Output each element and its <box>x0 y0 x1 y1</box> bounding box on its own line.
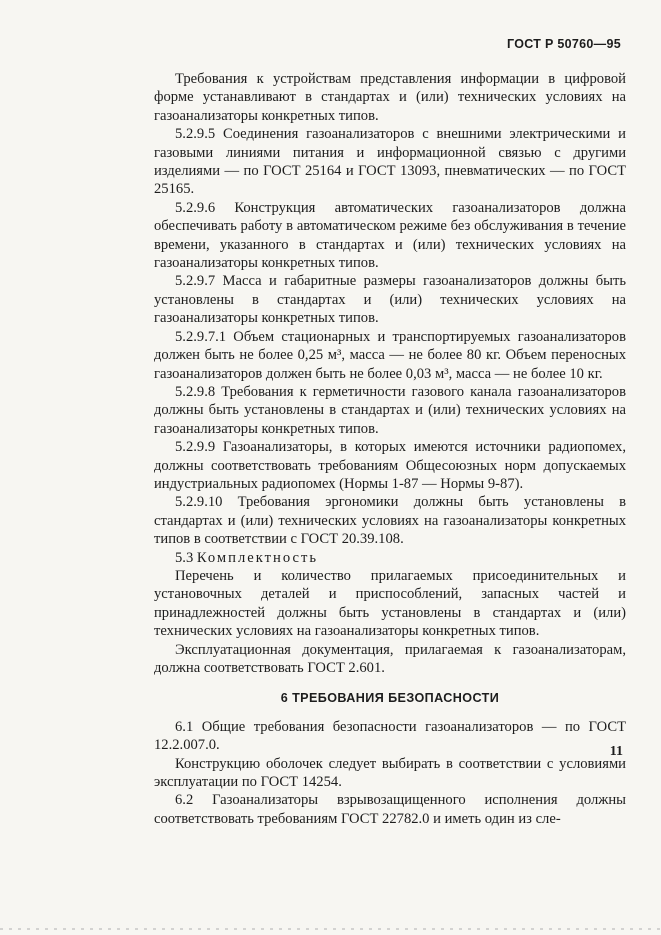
paragraph: 6.1 Общие требования безопасности газоанализаторов — по ГОСТ 12.2.007.0. <box>154 718 626 754</box>
page-header: ГОСТ Р 50760—95 <box>507 37 621 51</box>
paragraph: 5.2.9.5 Соединения газоанализаторов с внешними электрическими и газовыми линиями питания и информационной связью с другими изделиями — по ГОСТ 25164 и ГОСТ 13093, пневматических — по ГОСТ 25165. <box>154 126 626 198</box>
paragraph: 5.2.9.10 Требования эргономики должны быть установлены в стандартах и (или) технических условиях на газоанализаторы конкретных типов в соответствии с ГОСТ 20.39.108. <box>154 494 626 548</box>
paragraph: 5.2.9.6 Конструкция автоматических газоанализаторов должна обеспечивать работу в автоматическом режиме без обслуживания в течение времени, указанного в стандартах и (или) технических условиях на газоанализаторы конкретных типов. <box>154 199 626 272</box>
paragraph: Требования к устройствам представления информации в цифровой форме устанавливают в стандартах и (или) технических условиях на газоанализаторы конкретных типов. <box>154 71 626 124</box>
paragraph: 5.2.9.7.1 Объем стационарных и транспортируемых газоанализаторов должен быть не более 0,25 м³, масса — не более 80 кг. Объем переносных газоанализаторов должен быть не более 0,03 м³, масса — не более 10 кг. <box>154 328 626 382</box>
page-number: 11 <box>609 744 623 759</box>
paragraph: Перечень и количество прилагаемых присоединительных и установочных деталей и приспособлений, запасных частей и принадлежностей должны быть установлены в стандартах и (или) технических условиях на газоанализаторы конкретных типов. <box>154 567 626 640</box>
paragraph: 5.2.9.8 Требования к герметичности газового канала газоанализаторов должны быть установлены в стандартах и (или) технических условиях на газоанализаторы конкретных типов. <box>154 383 626 437</box>
paragraph: Эксплуатационная документация, прилагаемая к газоанализаторам, должна соответствовать ГОСТ 2.601. <box>154 641 626 676</box>
subsection-title: Комплектность <box>196 549 318 566</box>
document-body <box>154 70 626 828</box>
paragraph: 5.2.9.7 Масса и габаритные размеры газоанализаторов должны быть установлены в стандартах и (или) технических условиях на газоанализаторы конкретных типов. <box>154 273 626 327</box>
subsection-number: 5.3 <box>175 549 194 566</box>
section-title: 6 ТРЕБОВАНИЯ БЕЗОПАСНОСТИ <box>280 691 500 706</box>
subsection-heading <box>154 549 626 567</box>
paragraph: Конструкцию оболочек следует выбирать в соответствии с условиями эксплуатации по ГОСТ 14254. <box>154 755 626 791</box>
scan-edge-divider <box>0 928 661 930</box>
paragraph: 6.2 Газоанализаторы взрывозащищенного исполнения должны соответствовать требованиям ГОСТ 22782.0 и иметь один из сле- <box>154 792 626 827</box>
paragraph: 5.2.9.9 Газоанализаторы, в которых имеются источники радиопомех, должны соответствовать требованиям Общесоюзных норм допускаемых индустриальных радиопомех (Нормы 1-87 — Нормы 9-87). <box>154 439 626 492</box>
